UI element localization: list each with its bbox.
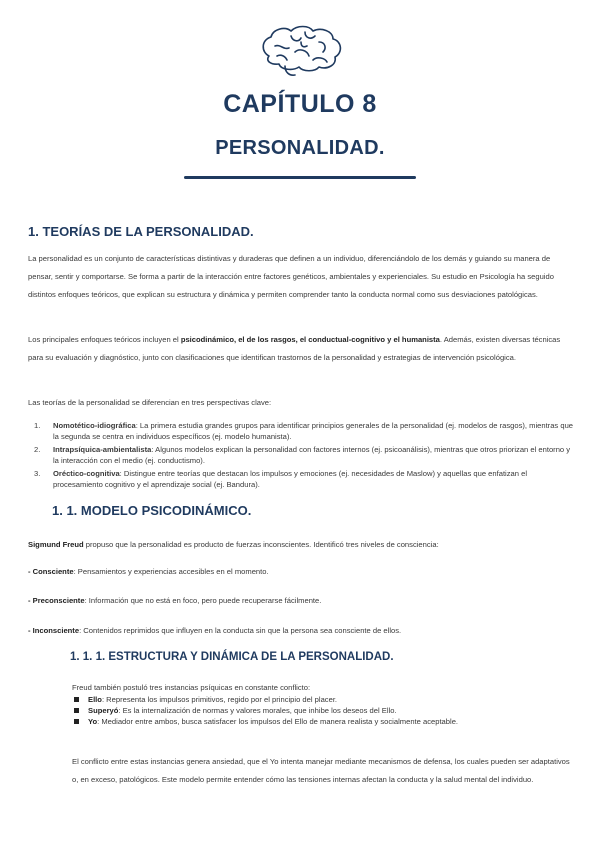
section-heading-1-1: 1. 1. MODELO PSICODINÁMICO. (52, 503, 252, 518)
list-item: 1. Nomotético-idiográfica: La primera estudia grandes grupos para identificar principios generales de la personalidad (ej. modelos de rasgos), mientras que la segunda se centra en individuos específicos (ej. modelo humanista). (34, 421, 574, 441)
paragraph-intro: La personalidad es un conjunto de características distintivas y duraderas que definen a un individuo, diferenciándolo de los demás y guiando su manera de pensar, sentir y comportarse. Se forma a partir de la interacción entre factores genéticos, ambientales y experienciales. Su estudio en Psicología ha seguido distintos enfoques teóricos, que explican su estructura y dinámica y permiten comprender tanto la conducta normal como sus desviaciones patológicas. (28, 254, 554, 299)
chapter-title: CAPÍTULO 8 (223, 90, 377, 118)
page-title: PERSONALIDAD. (215, 137, 385, 159)
paragraph-conflict: El conflicto entre estas instancias genera ansiedad, que el Yo intenta manejar mediante mecanismos de defensa, los cuales pueden ser adaptativos o, en exceso, patológicos. Este modelo permite entender cómo las tensiones internas afectan la conducta y la salud mental del individuo. (72, 757, 570, 784)
paragraph-perspectives: Las teorías de la personalidad se diferencian en tres perspectivas clave: (28, 398, 272, 407)
paragraph-approaches: Los principales enfoques teóricos incluyen el psicodinámico, el de los rasgos, el conductual-cognitivo y el humanista. Además, existen diversas técnicas para su evaluación y diagnóstico, junto con clasificaciones que identifican trastornos de la personalidad y estrategias de intervención psicológica. (28, 335, 561, 362)
paragraph-instances: Freud también postuló tres instancias psíquicas en constante conflicto: (72, 683, 311, 692)
instances-list (72, 694, 572, 727)
list-item: 3. Oréctico-cognitiva: Distingue entre teorías que destacan los impulsos y emociones (ej. necesidades de Maslow) y aquellas que enfatizan el procesamiento cognitivo y el aprendizaje social (ej. Bandura). (34, 469, 528, 489)
list-item: Superyó: Es la internalización de normas y valores morales, que inhibe los deseos del Ello. (72, 705, 572, 716)
paragraph-freud: Sigmund Freud propuso que la personalidad es producto de fuerzas inconscientes. Identificó tres niveles de consciencia: (28, 540, 439, 549)
list-item: Yo: Mediador entre ambos, busca satisfacer los impulsos del Ello de manera realista y socialmente aceptable. (72, 716, 572, 727)
section-heading-1-1-1: 1. 1. 1. ESTRUCTURA Y DINÁMICA DE LA PERSONALIDAD. (70, 651, 394, 663)
level-consciente: - Consciente: Pensamientos y experiencias accesibles en el momento. (28, 567, 269, 576)
list-item: 2. Intrapsíquica-ambientalista: Algunos modelos explican la personalidad con factores internos (ej. psicoanálisis), mientras que otros priorizan el entorno y la interacción con el medio (ej. conductismo). (34, 445, 571, 465)
brain-icon (255, 22, 347, 80)
perspectives-list (28, 420, 573, 492)
title-divider (184, 176, 416, 179)
level-preconsciente: - Preconsciente: Información que no está en foco, pero puede recuperarse fácilmente. (28, 596, 322, 605)
list-item: Ello: Representa los impulsos primitivos, regido por el principio del placer. (72, 694, 572, 705)
level-inconsciente: - Inconsciente: Contenidos reprimidos que influyen en la conducta sin que la persona sea consciente de ellos. (28, 626, 402, 635)
section-heading-1: 1. TEORÍAS DE LA PERSONALIDAD. (28, 224, 254, 239)
